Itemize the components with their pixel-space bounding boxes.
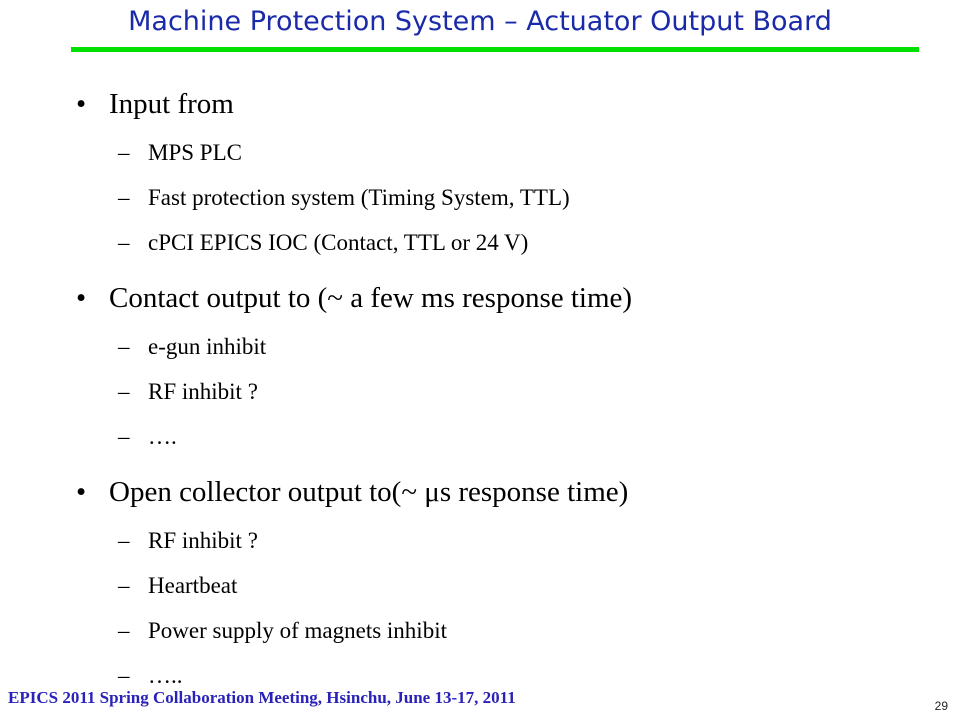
sub-bullet-text: MPS PLC xyxy=(148,140,242,165)
sub-bullet-marker: – xyxy=(118,528,130,553)
bullet-text: Open collector output to(~ μs response time) xyxy=(109,476,629,508)
bullet-text: Input from xyxy=(109,88,234,120)
sub-bullet-text: cPCI EPICS IOC (Contact, TTL or 24 V) xyxy=(148,230,529,255)
sub-bullet-text: Heartbeat xyxy=(148,573,238,598)
bullet-marker: • xyxy=(76,282,87,314)
sub-bullet-marker: – xyxy=(118,379,130,404)
slide-title: Machine Protection System – Actuator Output Board xyxy=(128,6,832,37)
sub-bullet-text: Fast protection system (Timing System, TTL) xyxy=(148,185,570,210)
sub-bullet-marker: – xyxy=(118,140,130,165)
sub-bullet-text: RF inhibit ? xyxy=(148,379,258,404)
page-number: 29 xyxy=(934,699,948,713)
sub-bullet-text: Power supply of magnets inhibit xyxy=(148,618,447,643)
bullet-marker: • xyxy=(76,88,87,120)
bullet-marker: • xyxy=(76,476,87,508)
sub-bullet-marker: – xyxy=(118,334,130,359)
bullet-text: Contact output to (~ a few ms response time) xyxy=(109,282,633,314)
sub-bullet-text: …. xyxy=(148,424,177,449)
sub-bullet-marker: – xyxy=(118,663,130,688)
sub-bullet-text: ….. xyxy=(148,663,183,688)
footer-text: EPICS 2011 Spring Collaboration Meeting, Hsinchu, June 13-17, 2011 xyxy=(8,688,516,707)
sub-bullet-marker: – xyxy=(118,573,130,598)
sub-bullet-text: RF inhibit ? xyxy=(148,528,258,553)
sub-bullet-marker: – xyxy=(118,185,130,210)
sub-bullet-marker: – xyxy=(118,424,130,449)
sub-bullet-marker: – xyxy=(118,230,130,255)
sub-bullet-text: e-gun inhibit xyxy=(148,334,267,359)
sub-bullet-marker: – xyxy=(118,618,130,643)
